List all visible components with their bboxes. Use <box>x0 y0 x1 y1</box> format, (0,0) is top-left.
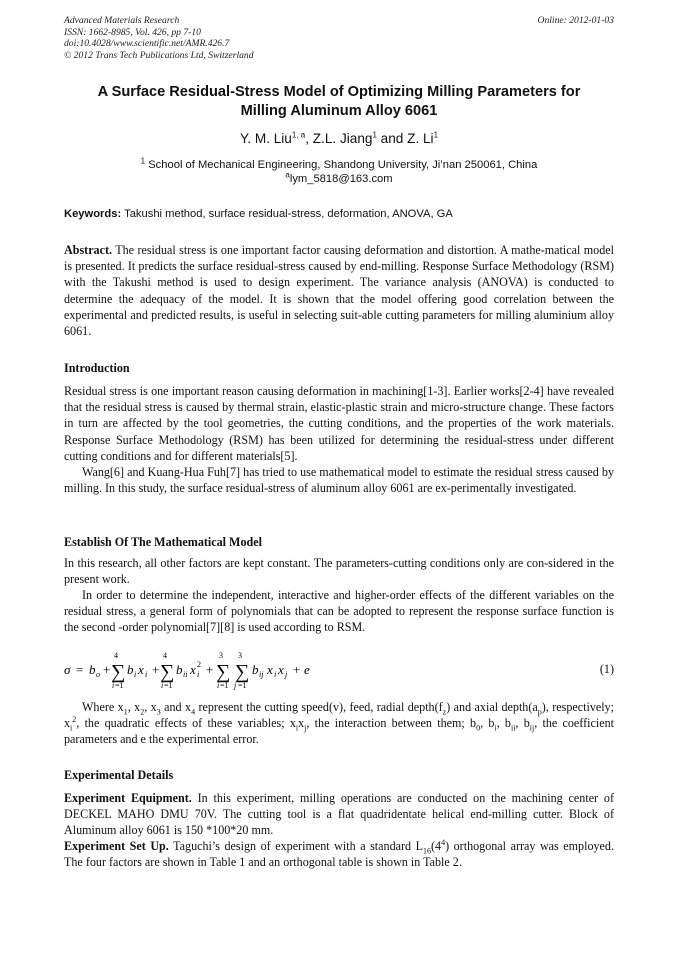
introduction-paragraph-2: Wang[6] and Kuang-Hua Fuh[7] has tried to use mathematical model to estimate the residual stress caused by milling. In this study, the surface residual-stress of aluminum alloy 6061 are ex-perimentally investigated. <box>64 465 614 496</box>
experiment-setup-paragraph: Experiment Set Up. Taguchi’s design of experiment with a standard $L_{16}(4^4)$ orthogonal array was employed. The four factors are shown in Table 1 and an orthogonal table is shown in Table 2. <box>64 837 614 870</box>
keywords-text: Takushi method, surface residual-stress, deformation, ANOVA, GA <box>121 208 453 220</box>
equation-1 <box>64 650 614 692</box>
copyright-line: © 2012 Trans Tech Publications Ltd, Switzerland <box>64 49 254 61</box>
svg-text:σ: σ <box>64 662 71 677</box>
author-1: Y. M. Liu <box>239 131 292 146</box>
equipment-label: Experiment Equipment. <box>64 791 192 805</box>
svg-text:x: x <box>138 662 144 677</box>
svg-text:b: b <box>127 662 134 677</box>
doi-line: doi:10.4028/www.scientific.net/AMR.426.7 <box>64 38 230 50</box>
author-3: and Z. Li <box>376 131 434 146</box>
svg-text:x: x <box>267 662 273 677</box>
email-mark: a <box>285 170 290 180</box>
svg-text:ij: ij <box>259 670 264 679</box>
introduction-paragraph-1: Residual stress is one important reason causing deformation in machining[1-3]. Earlier works[2-4] have revealed that the residual stress is caused by thermal strain, elastic-plastic strain and micro-structure change. These factors in turn are affected by the tool geometries, the cutting conditions, and the properties of the work materials. Response Surface Methodology (RSM) has been utilized for determining the residual-stress under different cutting conditions and for different materials[5]. <box>64 384 614 463</box>
svg-text:3: 3 <box>238 651 242 660</box>
svg-text:i: i <box>217 681 220 690</box>
svg-text:b: b <box>176 662 183 677</box>
svg-text:e: e <box>304 662 310 677</box>
svg-text:x: x <box>278 662 284 677</box>
setup-label: Experiment Set Up. <box>64 839 169 853</box>
svg-text:2: 2 <box>197 660 201 669</box>
svg-text:j: j <box>234 681 237 690</box>
svg-text:=: = <box>76 662 84 677</box>
svg-text:i: i <box>145 670 148 679</box>
author-list <box>60 131 618 146</box>
title-line-2: Milling Aluminum Alloy 6061 <box>240 102 438 119</box>
svg-text:i: i <box>197 670 200 679</box>
affiliation-text: School of Mechanical Engineering, Shandong University, Ji’nan 250061, China <box>145 159 538 171</box>
abstract <box>64 242 614 339</box>
svg-text:=1: =1 <box>164 681 173 690</box>
author-email: lym_5818@163.com <box>289 173 393 185</box>
svg-text:+: + <box>206 662 214 677</box>
svg-text:∑: ∑ <box>111 661 126 683</box>
equipment-text: In this experiment, milling operations are conducted on the machining center of DECKEL MAHO DMU 70V. The cutting tool is a flat quadridentate helical end-milling cutter. Block of Aluminum alloy 6061 is 150 *100*20 mm. <box>64 791 614 838</box>
model-heading: Establish Of The Mathematical Model <box>64 535 262 549</box>
svg-text:i: i <box>112 681 115 690</box>
author-2-mark: 1 <box>372 130 377 140</box>
equation-formula <box>64 650 384 692</box>
model-paragraph-2: In order to determine the independent, interactive and higher-order effects of the different variables on the residual stress, a general form of polynomials that can be adopted to represent the response surface function is the second -order polynomial[7][8] is used according to RSM. <box>64 588 614 635</box>
svg-text:∑: ∑ <box>235 661 250 683</box>
svg-text:x: x <box>190 662 196 677</box>
author-2: , Z.L. Jiang <box>305 131 373 146</box>
svg-text:+: + <box>103 662 111 677</box>
svg-text:b: b <box>252 662 259 677</box>
svg-text:3: 3 <box>219 651 223 660</box>
svg-text:=1: =1 <box>220 681 229 690</box>
svg-text:ii: ii <box>183 670 188 679</box>
svg-text:4: 4 <box>163 651 167 660</box>
svg-text:=1: =1 <box>238 681 247 690</box>
svg-text:+: + <box>152 662 160 677</box>
keywords-label: Keywords: <box>64 208 122 220</box>
svg-text:i: i <box>161 681 164 690</box>
equation-number: (1) <box>599 662 614 676</box>
variable-definitions: Where $x_1$, $x_2$, $x_3$ and $x_4$ represent the cutting speed(v), feed, radial $depth(f_z)$ and axial $depth(a_p)$, respectively; $x_i^2$, the quadratic effects of these variables; $x_ix_j$, the interaction between them; $b_0$, $b_i$, $b_{ii}$, $b_{ij}$, the coefficient parameters and e the experimental error. <box>64 700 615 747</box>
svg-text:4: 4 <box>114 651 118 660</box>
author-1-mark: 1, a <box>291 130 306 140</box>
svg-text:+: + <box>293 662 301 677</box>
svg-text:b: b <box>89 662 96 677</box>
issn-line: ISSN: 1662-8985, Vol. 426, pp 7-10 <box>64 26 201 38</box>
journal-header <box>64 15 254 61</box>
author-3-mark: 1 <box>433 130 439 140</box>
title-line-1: A Surface Residual-Stress Model of Optimizing Milling Parameters for <box>97 84 581 100</box>
svg-text:j: j <box>285 670 288 679</box>
affiliation-mark: 1 <box>140 156 146 166</box>
svg-text:∑: ∑ <box>160 661 175 683</box>
paper-title <box>60 83 618 120</box>
experiment-equipment-paragraph <box>64 790 614 839</box>
svg-text:=1: =1 <box>115 681 124 690</box>
abstract-text: The residual stress is one important factor causing deformation and distortion. A mathe-matical model is presented. It predicts the surface residual-stress caused by end-milling. Response Surface Methodology (RSM) with the Takushi method is used to design experiment. The variance analysis (ANOVA) is conducted to determine the adequacy of the model. It is shown that the model offering good correlation between the experimental and predicted results, is useful in selecting suit-able cutting parameters for milling aluminium alloy 6061. <box>64 243 614 339</box>
svg-text:i: i <box>134 670 137 679</box>
svg-text:∑: ∑ <box>216 661 231 683</box>
svg-text:i: i <box>274 670 277 679</box>
introduction-heading: Introduction <box>64 361 130 375</box>
journal-name: Advanced Materials Research <box>64 15 180 26</box>
keywords <box>64 208 616 220</box>
svg-text:o: o <box>96 670 100 679</box>
affiliation <box>60 158 618 186</box>
experimental-heading: Experimental Details <box>64 768 174 782</box>
online-date: Online: 2012-01-03 <box>537 15 614 26</box>
model-paragraph-1: In this research, all other factors are kept constant. The parameters-cutting conditions only are con-sidered in the present work. <box>64 556 614 587</box>
abstract-label: Abstract. <box>64 243 113 257</box>
